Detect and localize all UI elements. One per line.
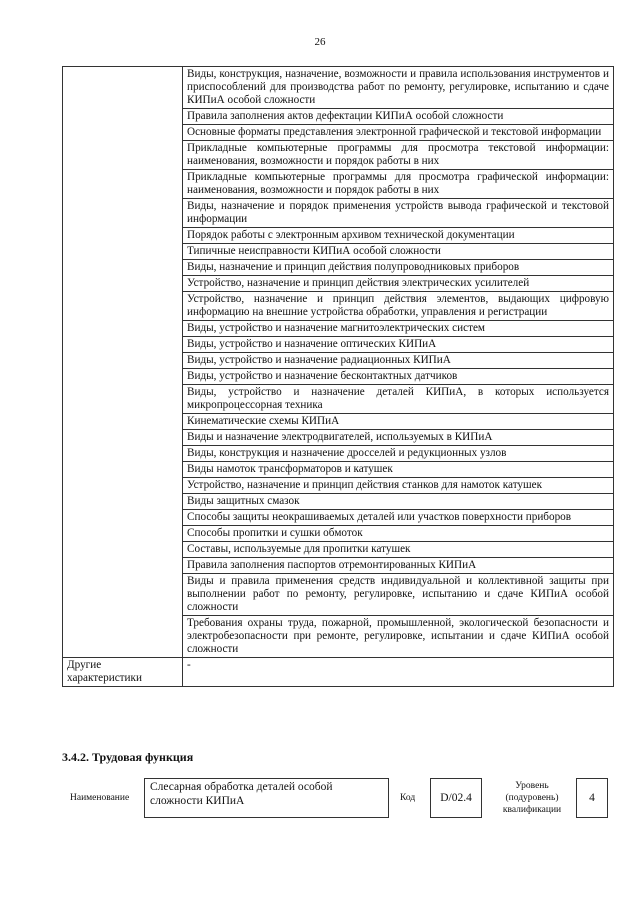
knowledge-item: Прикладные компьютерные программы для просмотра текстовой информации: наименования, возможности и порядок работы в них	[183, 141, 614, 170]
level-box	[576, 778, 608, 818]
knowledge-item: Составы, используемые для пропитки катушек	[183, 542, 614, 558]
knowledge-table	[62, 66, 614, 687]
knowledge-item: Виды и правила применения средств индивидуальной и коллективной защиты при выполнении работ по ремонту, регулировке, испытанию и сдаче КИПиА особой сложности	[183, 574, 614, 616]
other-characteristics-value: -	[183, 658, 614, 687]
knowledge-item: Устройство, назначение и принцип действия станков для намоток катушек	[183, 478, 614, 494]
other-characteristics-label: Другие характеристики	[63, 658, 183, 687]
knowledge-item: Виды, назначение и порядок применения устройств вывода графической и текстовой информации	[183, 199, 614, 228]
knowledge-item: Прикладные компьютерные программы для просмотра графической информации: наименования, возможности и порядок работы в них	[183, 170, 614, 199]
knowledge-item: Основные форматы представления электронной графической и текстовой информации	[183, 125, 614, 141]
knowledge-item: Устройство, назначение и принцип действия элементов, выдающих цифровую информацию на внешние устройства обработки, управления и регистрации	[183, 292, 614, 321]
knowledge-item: Виды, устройство и назначение деталей КИПиА, в которых используется микропроцессорная техника	[183, 385, 614, 414]
code-box	[430, 778, 482, 818]
knowledge-item: Виды и назначение электродвигателей, используемых в КИПиА	[183, 430, 614, 446]
name-label: Наименование	[70, 793, 130, 803]
knowledge-item: Способы пропитки и сушки обмоток	[183, 526, 614, 542]
knowledge-item: Виды, устройство и назначение магнитоэлектрических систем	[183, 321, 614, 337]
page-number: 26	[314, 36, 326, 48]
knowledge-item: Виды, устройство и назначение радиационных КИПиА	[183, 353, 614, 369]
knowledge-row	[63, 67, 614, 109]
knowledge-item: Виды, устройство и назначение оптических КИПиА	[183, 337, 614, 353]
knowledge-item: Виды, конструкция и назначение дросселей и редукционных узлов	[183, 446, 614, 462]
knowledge-item: Правила заполнения паспортов отремонтированных КИПиА	[183, 558, 614, 574]
function-name-value: Слесарная обработка деталей особой сложности КИПиА	[150, 781, 333, 807]
knowledge-item: Порядок работы с электронным архивом технической документации	[183, 228, 614, 244]
knowledge-label-cell	[63, 67, 183, 658]
knowledge-item: Кинематические схемы КИПиА	[183, 414, 614, 430]
knowledge-item: Виды, устройство и назначение бесконтактных датчиков	[183, 369, 614, 385]
labor-function-row	[62, 778, 614, 822]
code-label: Код	[400, 793, 416, 803]
knowledge-item: Правила заполнения актов дефектации КИПиА особой сложности	[183, 109, 614, 125]
knowledge-item: Виды защитных смазок	[183, 494, 614, 510]
level-label: Уровень (подуровень) квалификации	[502, 781, 562, 815]
knowledge-item: Виды, назначение и принцип действия полупроводниковых приборов	[183, 260, 614, 276]
knowledge-item: Способы защиты неокрашиваемых деталей или участков поверхности приборов	[183, 510, 614, 526]
function-name-box	[144, 778, 389, 818]
knowledge-item: Виды, конструкция, назначение, возможности и правила использования инструментов и приспособлений для производства работ по ремонту, регулировке, испытанию и сдаче КИПиА особой сложности	[183, 67, 614, 109]
level-value: 4	[589, 792, 595, 804]
code-value: D/02.4	[440, 792, 472, 804]
knowledge-item: Устройство, назначение и принцип действия электрических усилителей	[183, 276, 614, 292]
knowledge-item: Виды намоток трансформаторов и катушек	[183, 462, 614, 478]
knowledge-item: Требования охраны труда, пожарной, промышленной, экологической безопасности и электробезопасности при ремонте, регулировке, испытании и сдаче КИПиА особой сложности	[183, 616, 614, 658]
section-heading: 3.4.2. Трудовая функция	[62, 750, 194, 764]
other-characteristics-row	[63, 658, 614, 687]
knowledge-item: Типичные неисправности КИПиА особой сложности	[183, 244, 614, 260]
